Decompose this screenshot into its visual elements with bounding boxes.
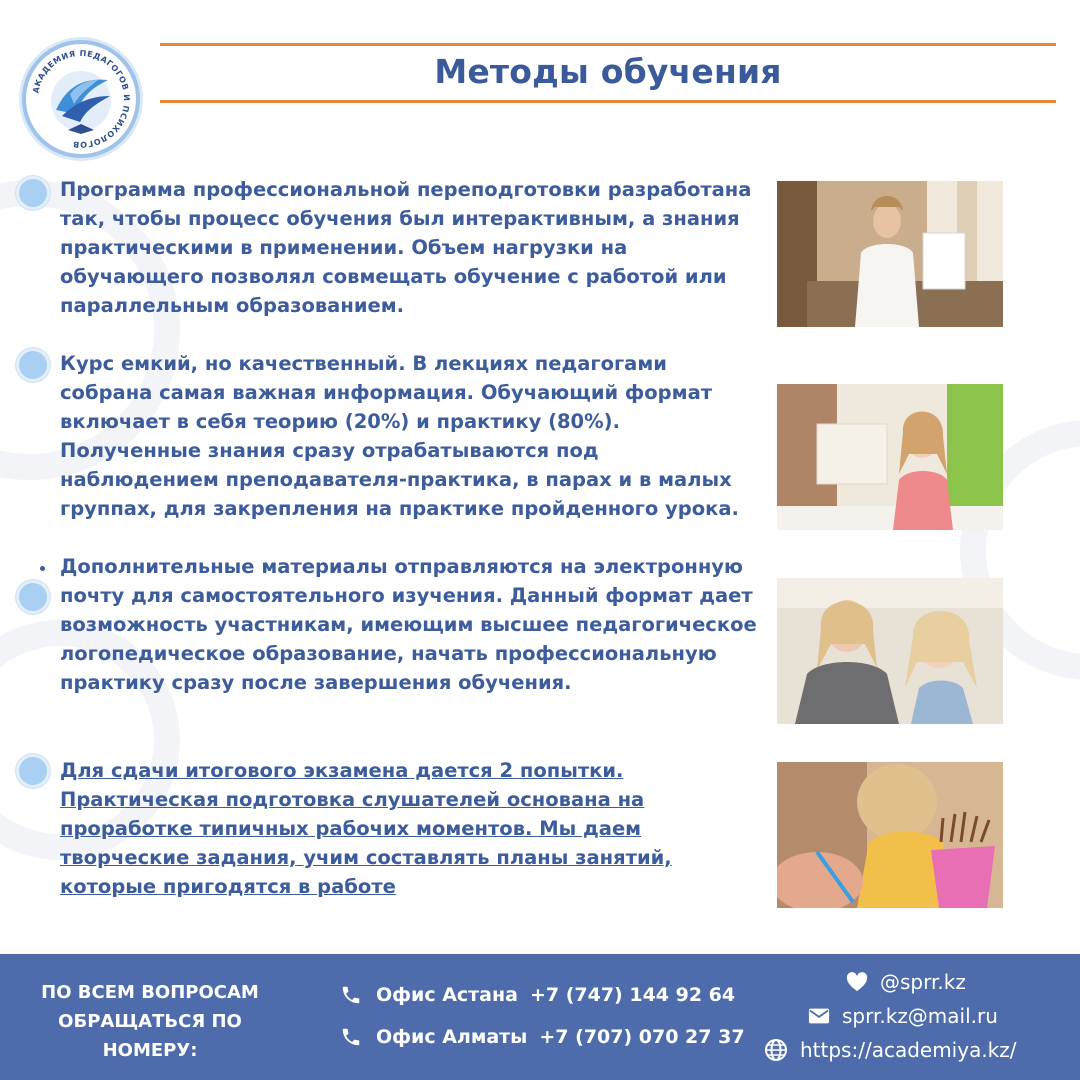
header-top-line bbox=[160, 43, 1056, 46]
astana-label: Офис Астана bbox=[376, 984, 518, 1006]
small-bullet-icon bbox=[40, 566, 45, 571]
bullet-icon bbox=[16, 580, 50, 614]
website-url[interactable]: https://academiya.kz/ bbox=[800, 1038, 1017, 1062]
academy-logo bbox=[22, 40, 140, 158]
phone-icon bbox=[340, 984, 362, 1006]
page-title: Методы обучения bbox=[434, 52, 782, 91]
logo-text: АКАДЕМИЯ ПЕДАГОГОВ И ПСИХОЛОГОВ bbox=[31, 48, 132, 150]
section-2-text: Курс емкий, но качественный. В лекциях педагогами собрана самая важная информация. Обучающий формат включает в себя теорию (20%) и практику (80%). Полученные знания сразу отрабатываются под наблюдением преподавателя-практика, в парах и в малых группах, для закрепления на практике пройденного урока. bbox=[60, 352, 739, 520]
astana-phone[interactable]: +7 (747) 144 92 64 bbox=[529, 984, 736, 1006]
almaty-phone[interactable]: +7 (707) 070 27 37 bbox=[539, 1026, 745, 1048]
instagram-handle[interactable]: @sprr.kz bbox=[880, 970, 966, 994]
astana-contact[interactable] bbox=[340, 984, 735, 1006]
photo-child-lesson bbox=[777, 384, 1003, 530]
website-link[interactable] bbox=[764, 1038, 1017, 1062]
section-3-text: Дополнительные материалы отправляются на электронную почту для самостоятельного изучения. Данный формат дает возможность участникам, имеющим высшее педагогическое логопедическое образование, начать профессиональную практику сразу после завершения обучения. bbox=[60, 555, 757, 694]
heart-icon bbox=[846, 972, 868, 992]
bullet-icon bbox=[16, 754, 50, 788]
footer bbox=[0, 954, 1080, 1080]
almaty-label: Офис Алматы bbox=[376, 1026, 528, 1048]
email-link[interactable] bbox=[808, 1004, 998, 1028]
phone-icon bbox=[340, 1026, 362, 1048]
logo-emblem bbox=[26, 44, 136, 154]
section-1-text: Программа профессиональной переподготовки разработана так, чтобы процесс обучения был интерактивным, а знания практическими в применении. Объем нагрузки на обучающего позволял совмещать обучение с работой или параллельным образованием. bbox=[60, 178, 752, 317]
bullet-icon bbox=[16, 176, 50, 210]
header-bottom-line bbox=[160, 100, 1056, 103]
almaty-contact[interactable] bbox=[340, 1026, 745, 1048]
photo-child-drawing bbox=[777, 762, 1003, 908]
footer-question: ПО ВСЕМ ВОПРОСАМ ОБРАЩАТЬСЯ ПО НОМЕРУ: bbox=[41, 982, 259, 1061]
photo-teacher-presenting bbox=[777, 181, 1003, 327]
email-address[interactable]: sprr.kz@mail.ru bbox=[842, 1004, 998, 1028]
instagram-link[interactable] bbox=[846, 970, 966, 994]
bullet-icon bbox=[16, 348, 50, 382]
envelope-icon bbox=[808, 1007, 830, 1025]
photo-speech-therapist bbox=[777, 578, 1003, 724]
globe-icon bbox=[764, 1038, 788, 1062]
section-4-text[interactable]: Для сдачи итогового экзамена дается 2 попытки. Практическая подготовка слушателей основана на проработке типичных рабочих моментов. Мы даем творческие задания, учим составлять планы занятий, которые пригодятся в работе bbox=[60, 759, 672, 898]
